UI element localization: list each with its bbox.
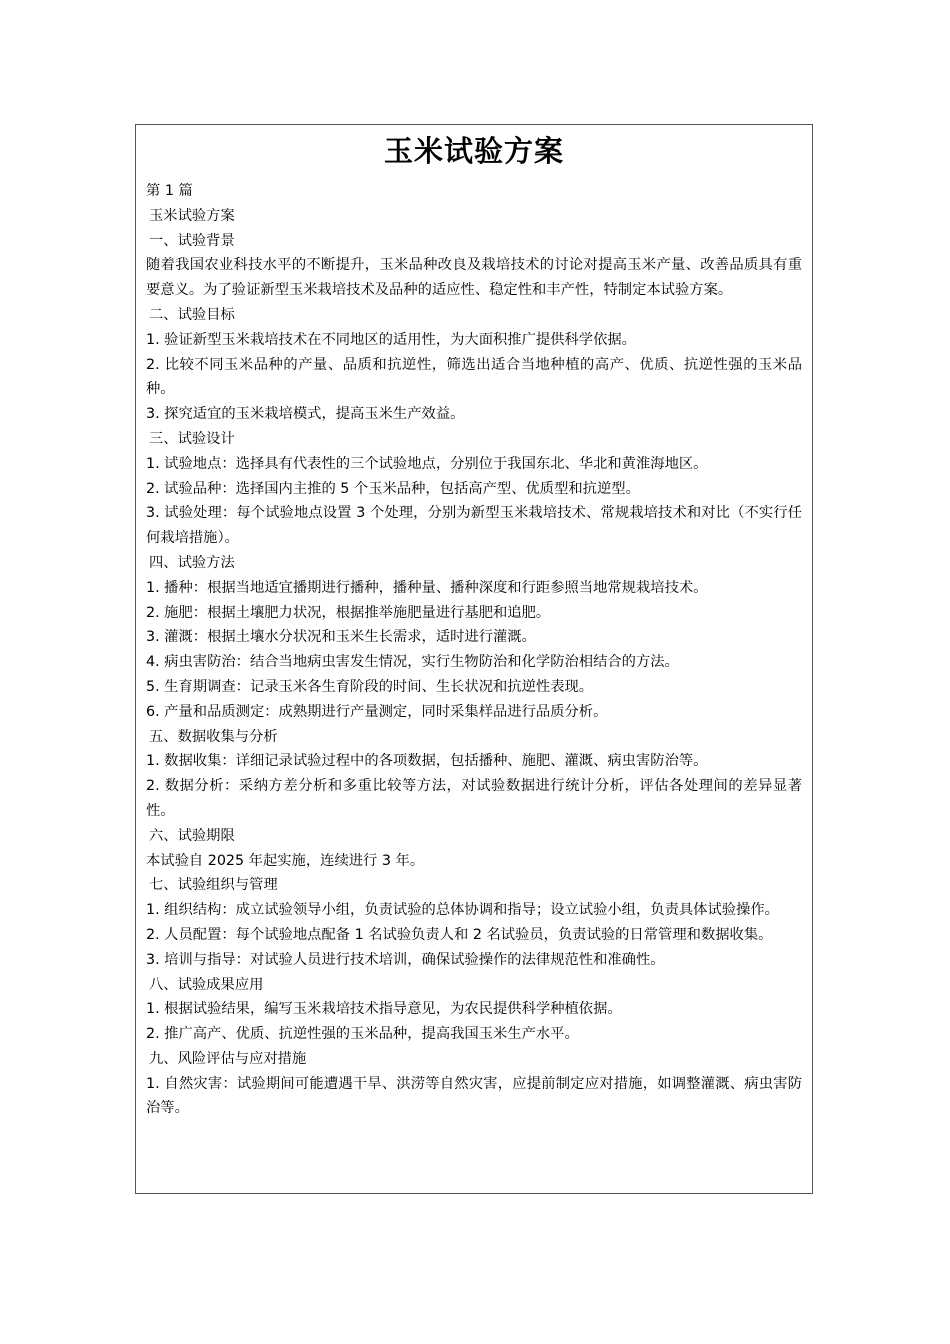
- section-heading: 玉米试验方案: [149, 207, 235, 224]
- document-frame: [135, 124, 813, 1194]
- section-heading: 一、试验背景: [149, 232, 235, 249]
- paragraph: 1. 试验地点：选择具有代表性的三个试验地点，分别位于我国东北、华北和黄淮海地区。: [146, 455, 708, 472]
- paragraph: 第 1 篇: [146, 183, 193, 199]
- section-heading: 二、试验目标: [149, 306, 235, 323]
- paragraph: 随着我国农业科技水平的不断提升，玉米品种改良及栽培技术的讨论对提高玉米产量、改善品质具有重要意义。为了验证新型玉米栽培技术及品种的适应性、稳定性和丰产性，特制定本试验方案。: [146, 257, 802, 299]
- section-heading: 六、试验期限: [149, 827, 235, 844]
- paragraph: 1. 播种：根据当地适宜播期进行播种，播种量、播种深度和行距参照当地常规栽培技术。: [146, 579, 708, 596]
- paragraph: 1. 组织结构：成立试验领导小组，负责试验的总体协调和指导；设立试验小组，负责具体试验操作。: [146, 902, 779, 919]
- paragraph: 3. 灌溉：根据土壤水分状况和玉米生长需求，适时进行灌溉。: [146, 629, 536, 646]
- section-heading: 三、试验设计: [149, 430, 235, 447]
- paragraph: 3. 探究适宜的玉米栽培模式，提高玉米生产效益。: [146, 406, 465, 423]
- paragraph: 3. 培训与指导：对试验人员进行技术培训，确保试验操作的法律规范性和准确性。: [146, 951, 665, 968]
- paragraph: 6. 产量和品质测定：成熟期进行产量测定，同时采集样品进行品质分析。: [146, 703, 608, 720]
- section-heading: 四、试验方法: [149, 554, 235, 571]
- paragraph: 4. 病虫害防治：结合当地病虫害发生情况，实行生物防治和化学防治相结合的方法。: [146, 654, 679, 671]
- paragraph: 本试验自 2025 年起实施，连续进行 3 年。: [146, 852, 425, 869]
- section-heading: 五、数据收集与分析: [149, 728, 278, 745]
- section-heading: 八、试验成果应用: [149, 976, 264, 993]
- paragraph: 1. 验证新型玉米栽培技术在不同地区的适用性，为大面积推广提供科学依据。: [146, 331, 636, 348]
- paragraph: 2. 比较不同玉米品种的产量、品质和抗逆性，筛选出适合当地种植的高产、优质、抗逆性强的玉米品种。: [146, 356, 802, 398]
- paragraph: 2. 施肥：根据土壤肥力状况，根据推举施肥量进行基肥和追肥。: [146, 604, 551, 621]
- paragraph: 1. 数据收集：详细记录试验过程中的各项数据，包括播种、施肥、灌溉、病虫害防治等。: [146, 753, 708, 770]
- paragraph: 3. 试验处理：每个试验地点设置 3 个处理，分别为新型玉米栽培技术、常规栽培技术和对比（不实行任何栽培措施）。: [146, 505, 802, 547]
- section-heading: 九、风险评估与应对措施: [149, 1050, 307, 1067]
- paragraph: 5. 生育期调查：记录玉米各生育阶段的时间、生长状况和抗逆性表现。: [146, 678, 594, 695]
- paragraph: 1. 根据试验结果，编写玉米栽培技术指导意见，为农民提供科学种植依据。: [146, 1001, 622, 1018]
- paragraph: 2. 数据分析：采纳方差分析和多重比较等方法，对试验数据进行统计分析，评估各处理间的差异显著性。: [146, 778, 802, 819]
- document-title: 玉米试验方案: [383, 134, 564, 168]
- paragraph: 1. 自然灾害：试验期间可能遭遇干旱、洪涝等自然灾害，应提前制定应对措施，如调整灌溉、病虫害防治等。: [146, 1075, 802, 1117]
- paragraph: 2. 人员配置：每个试验地点配备 1 名试验负责人和 2 名试验员，负责试验的日常管理和数据收集。: [146, 926, 773, 943]
- section-heading: 七、试验组织与管理: [149, 877, 278, 894]
- document-body: [146, 179, 802, 1121]
- paragraph: 2. 试验品种：选择国内主推的 5 个玉米品种，包括高产型、优质型和抗逆型。: [146, 480, 640, 497]
- paragraph: 2. 推广高产、优质、抗逆性强的玉米品种，提高我国玉米生产水平。: [146, 1026, 579, 1043]
